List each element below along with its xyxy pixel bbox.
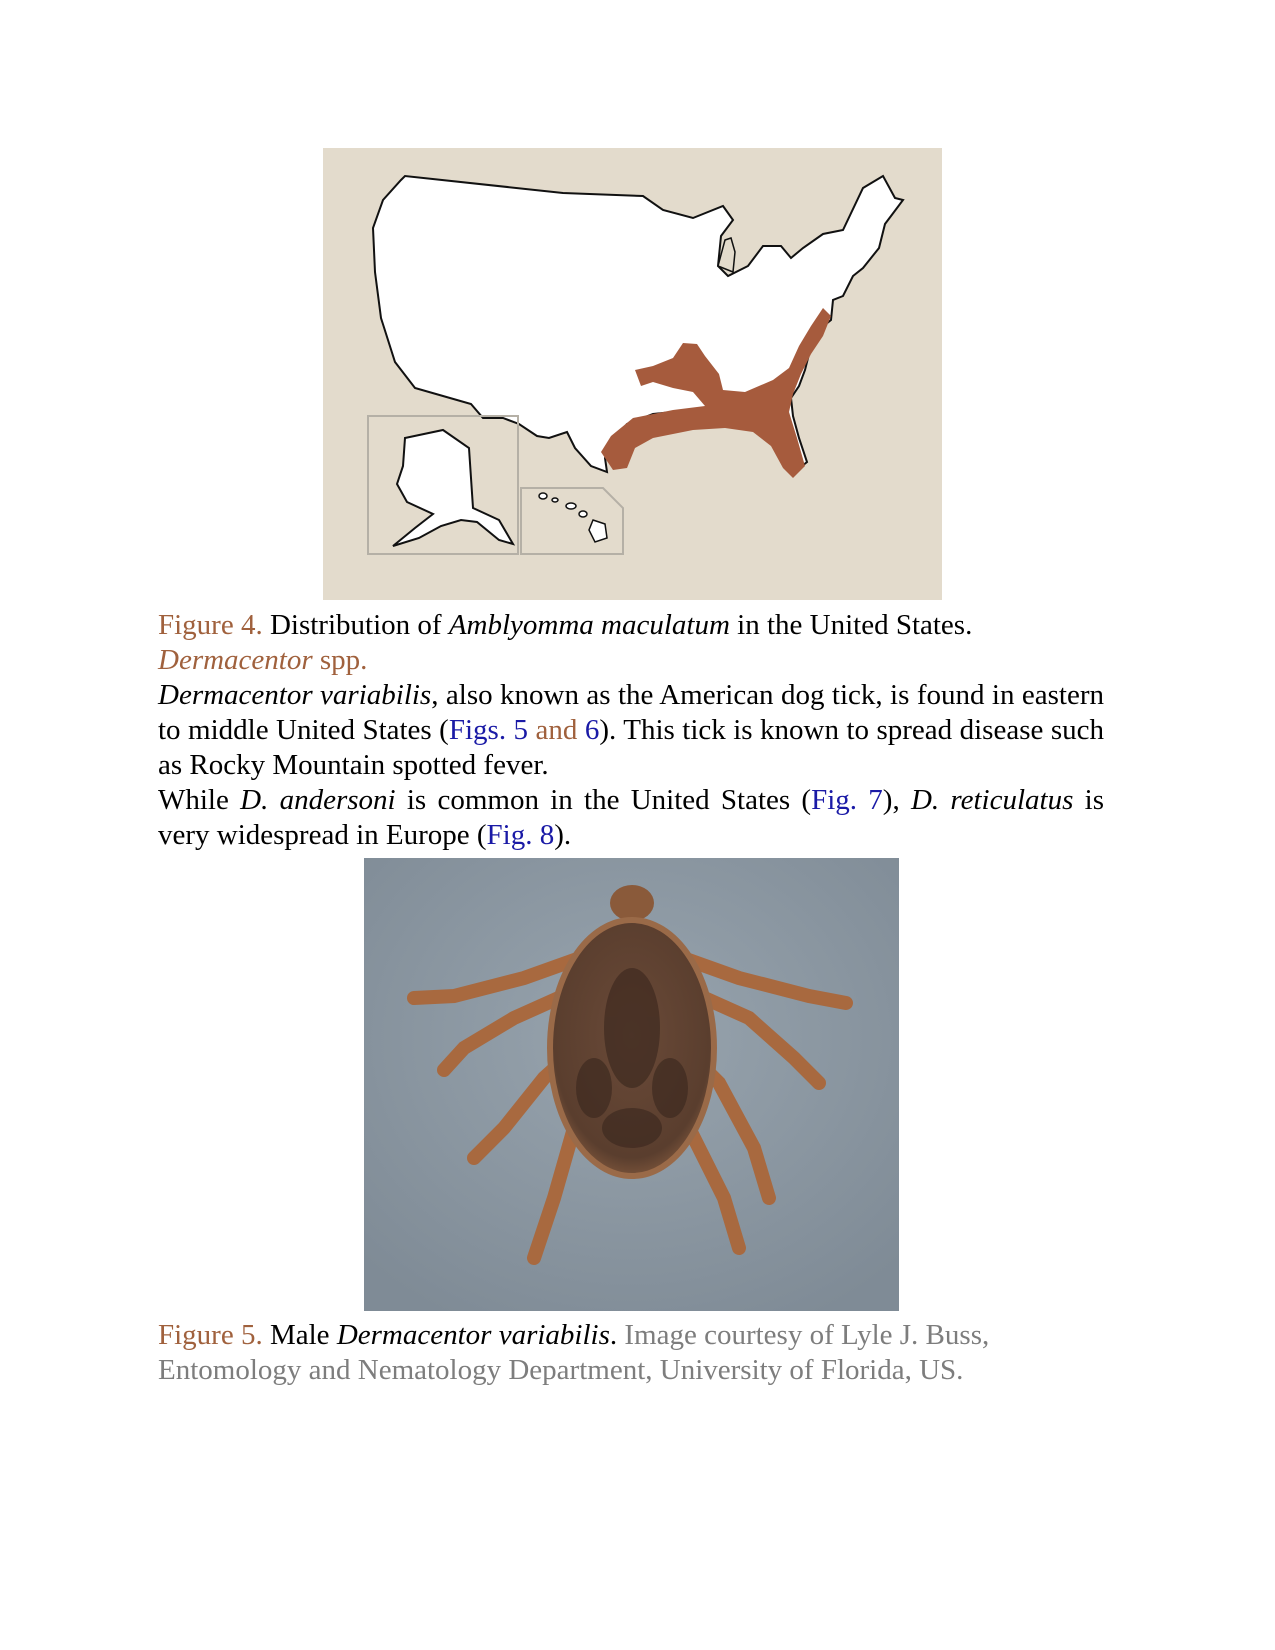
tick-photo-figure (364, 858, 899, 1311)
figure-4-label: Figure 4. (158, 609, 263, 641)
alaska-land (393, 430, 513, 546)
us-distribution-map (323, 148, 942, 600)
hawaii-inset-border (521, 488, 623, 554)
link-fig-8[interactable]: Fig. 8 (486, 819, 555, 851)
figure-5-credit: Image courtesy of Lyle J. Buss, Entomology and Nematology Department, University of Florida, US. (158, 1319, 990, 1386)
paragraph-2-text-3: ), (882, 784, 911, 816)
paragraph-1 (158, 678, 1104, 783)
distribution-map-figure (323, 148, 942, 600)
link-fig-6[interactable]: 6 (584, 714, 600, 746)
section-genus: Dermacentor (158, 644, 313, 676)
figure-5-caption (158, 1318, 1104, 1388)
paragraph-1-text-1: , also known as the American dog tick, is found in eastern to middle United States ( (158, 679, 1104, 746)
figure-5-text-before: Male (262, 1319, 337, 1351)
paragraph-1-text-2: ). This tick is known to spread disease such as Rocky Mountain spotted fever. (158, 714, 1104, 781)
paragraph-2-text-1: While (158, 784, 241, 816)
paragraph-2-species-2: D. reticulatus (910, 784, 1074, 816)
tick-illustration (364, 858, 899, 1311)
figure-5-label: Figure 5. (158, 1319, 263, 1351)
section-suffix: spp. (312, 644, 368, 676)
figure-4-species: Amblyomma maculatum (448, 609, 730, 641)
tick-head (610, 885, 654, 921)
figure-4-text-after: in the United States. (729, 609, 973, 641)
figure-5-period: . (609, 1319, 618, 1351)
paragraph-2-species-1: D. andersoni (240, 784, 396, 816)
paragraph-2-text-4: is very widespread in Europe ( (158, 784, 1104, 851)
figure-4-text-before: Distribution of (262, 609, 449, 641)
paragraph-2-text-2: is common in the United States ( (395, 784, 812, 816)
paragraph-1-species: Dermacentor variabilis (158, 679, 432, 711)
section-heading (158, 643, 1104, 678)
paragraph-1-and: and (528, 714, 585, 746)
figure-5-species: Dermacentor variabilis (336, 1319, 610, 1351)
figure-4-caption (158, 608, 1104, 643)
paragraph-2-text-5: ). (554, 819, 572, 851)
link-fig-7[interactable]: Fig. 7 (811, 784, 883, 816)
hawaii-islands (539, 493, 607, 542)
link-figs-5[interactable]: Figs. 5 (448, 714, 529, 746)
paragraph-2 (158, 783, 1104, 853)
